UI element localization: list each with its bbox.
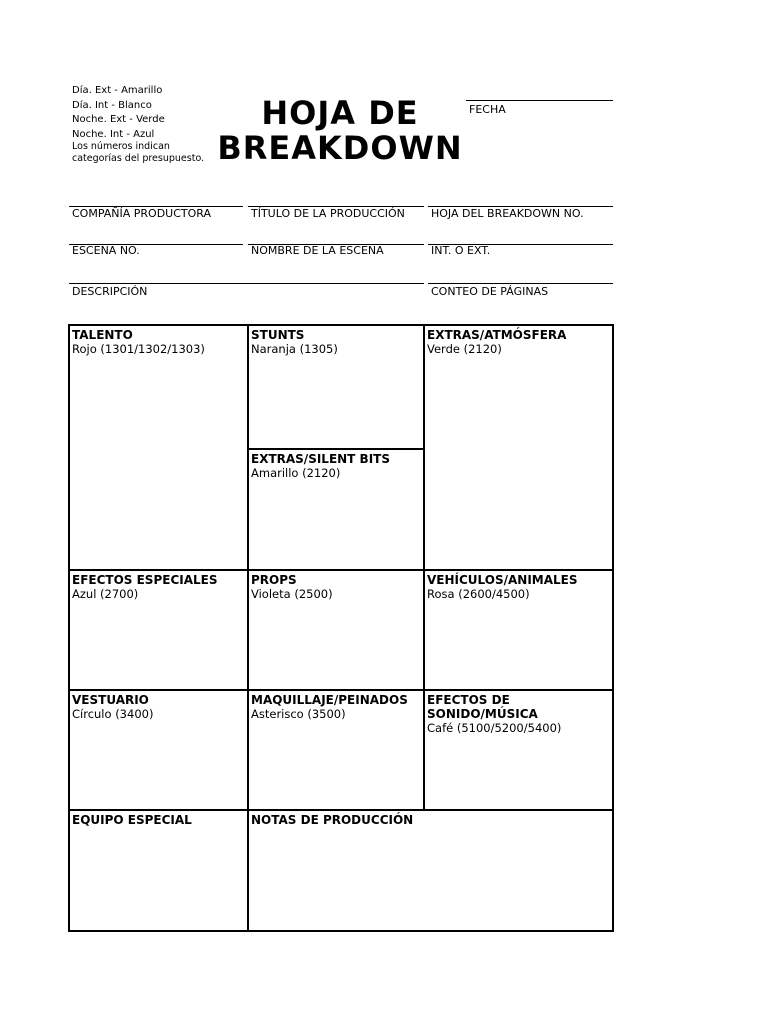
- cell-vehiculos-title: VEHÍCULOS/ANIMALES: [427, 573, 578, 587]
- cell-props-title: PROPS: [251, 573, 297, 587]
- descripcion-label: DESCRIPCIÓN: [72, 285, 148, 298]
- hoja-no-label: HOJA DEL BREAKDOWN NO.: [431, 207, 584, 220]
- legend-dia-int: Día. Int - Blanco: [72, 99, 152, 111]
- cell-vehiculos-sub: Rosa (2600/4500): [427, 587, 530, 601]
- fecha-label: FECHA: [469, 103, 506, 116]
- cell-talento-sub: Rojo (1301/1302/1303): [72, 342, 205, 356]
- legend-noche-int: Noche. Int - Azul: [72, 128, 155, 140]
- cell-efectos-especiales[interactable]: [70, 571, 246, 601]
- int-ext-label: INT. O EXT.: [431, 244, 491, 257]
- cell-extras-atmosfera-title: EXTRAS/ATMÓSFERA: [427, 328, 567, 342]
- cell-sonido-title-line1: EFECTOS DE: [427, 693, 510, 707]
- grid-divider-v1: [247, 324, 249, 932]
- cell-extras-silent-bits[interactable]: [249, 450, 423, 480]
- page-title: [205, 96, 475, 166]
- cell-stunts[interactable]: [249, 326, 423, 356]
- cell-maquillaje-sub: Asterisco (3500): [251, 707, 346, 721]
- cell-sonido-title-line2: SONIDO/MÚSICA: [427, 707, 538, 721]
- page-title-line1: HOJA DE: [261, 94, 419, 132]
- cell-efectos-sonido-musica[interactable]: [425, 691, 613, 735]
- cell-talento-title: TALENTO: [72, 328, 133, 342]
- cell-equipo-title: EQUIPO ESPECIAL: [72, 813, 192, 827]
- escena-no-label: ESCENA NO.: [72, 244, 140, 257]
- cell-vestuario-title: VESTUARIO: [72, 693, 149, 707]
- breakdown-grid: [68, 324, 614, 932]
- cell-notas-produccion[interactable]: [249, 811, 613, 827]
- cell-extras-atmosfera-sub: Verde (2120): [427, 342, 502, 356]
- legend-noche-ext: Noche. Ext - Verde: [72, 114, 165, 125]
- cell-vestuario-sub: Círculo (3400): [72, 707, 154, 721]
- grid-divider-v2: [423, 324, 425, 810]
- cell-props-sub: Violeta (2500): [251, 587, 333, 601]
- descripcion-input-line[interactable]: [69, 283, 424, 284]
- cell-efectos-especiales-title: EFECTOS ESPECIALES: [72, 573, 218, 587]
- cell-extras-atmosfera[interactable]: [425, 326, 613, 356]
- conteo-input-line[interactable]: [428, 283, 613, 284]
- cell-efectos-especiales-sub: Azul (2700): [72, 587, 139, 601]
- conteo-label: CONTEO DE PÁGINAS: [431, 285, 549, 298]
- cell-equipo-especial[interactable]: [70, 811, 246, 827]
- cell-maquillaje-title: MAQUILLAJE/PEINADOS: [251, 693, 408, 707]
- fecha-input-line[interactable]: [466, 100, 613, 101]
- titulo-label: TÍTULO DE LA PRODUCCIÓN: [251, 207, 405, 220]
- cell-extras-silent-sub: Amarillo (2120): [251, 466, 341, 480]
- cell-notas-title: NOTAS DE PRODUCCIÓN: [251, 813, 414, 827]
- legend-note: Los números indican categorías del presupuesto.: [72, 141, 205, 164]
- cell-talento[interactable]: [70, 326, 246, 356]
- page-title-line2: BREAKDOWN: [217, 129, 463, 167]
- legend-dia-ext: Día. Ext - Amarillo: [72, 85, 163, 96]
- cell-stunts-title: STUNTS: [251, 328, 305, 342]
- cell-maquillaje-peinados[interactable]: [249, 691, 423, 721]
- cell-stunts-sub: Naranja (1305): [251, 342, 338, 356]
- cell-extras-silent-title: EXTRAS/SILENT BITS: [251, 452, 390, 466]
- cell-vehiculos-animales[interactable]: [425, 571, 613, 601]
- cell-vestuario[interactable]: [70, 691, 246, 721]
- cell-props[interactable]: [249, 571, 423, 601]
- cell-sonido-sub: Café (5100/5200/5400): [427, 721, 562, 735]
- compania-label: COMPAÑÍA PRODUCTORA: [72, 207, 212, 220]
- color-legend: [72, 84, 222, 164]
- nombre-escena-label: NOMBRE DE LA ESCENA: [251, 244, 384, 257]
